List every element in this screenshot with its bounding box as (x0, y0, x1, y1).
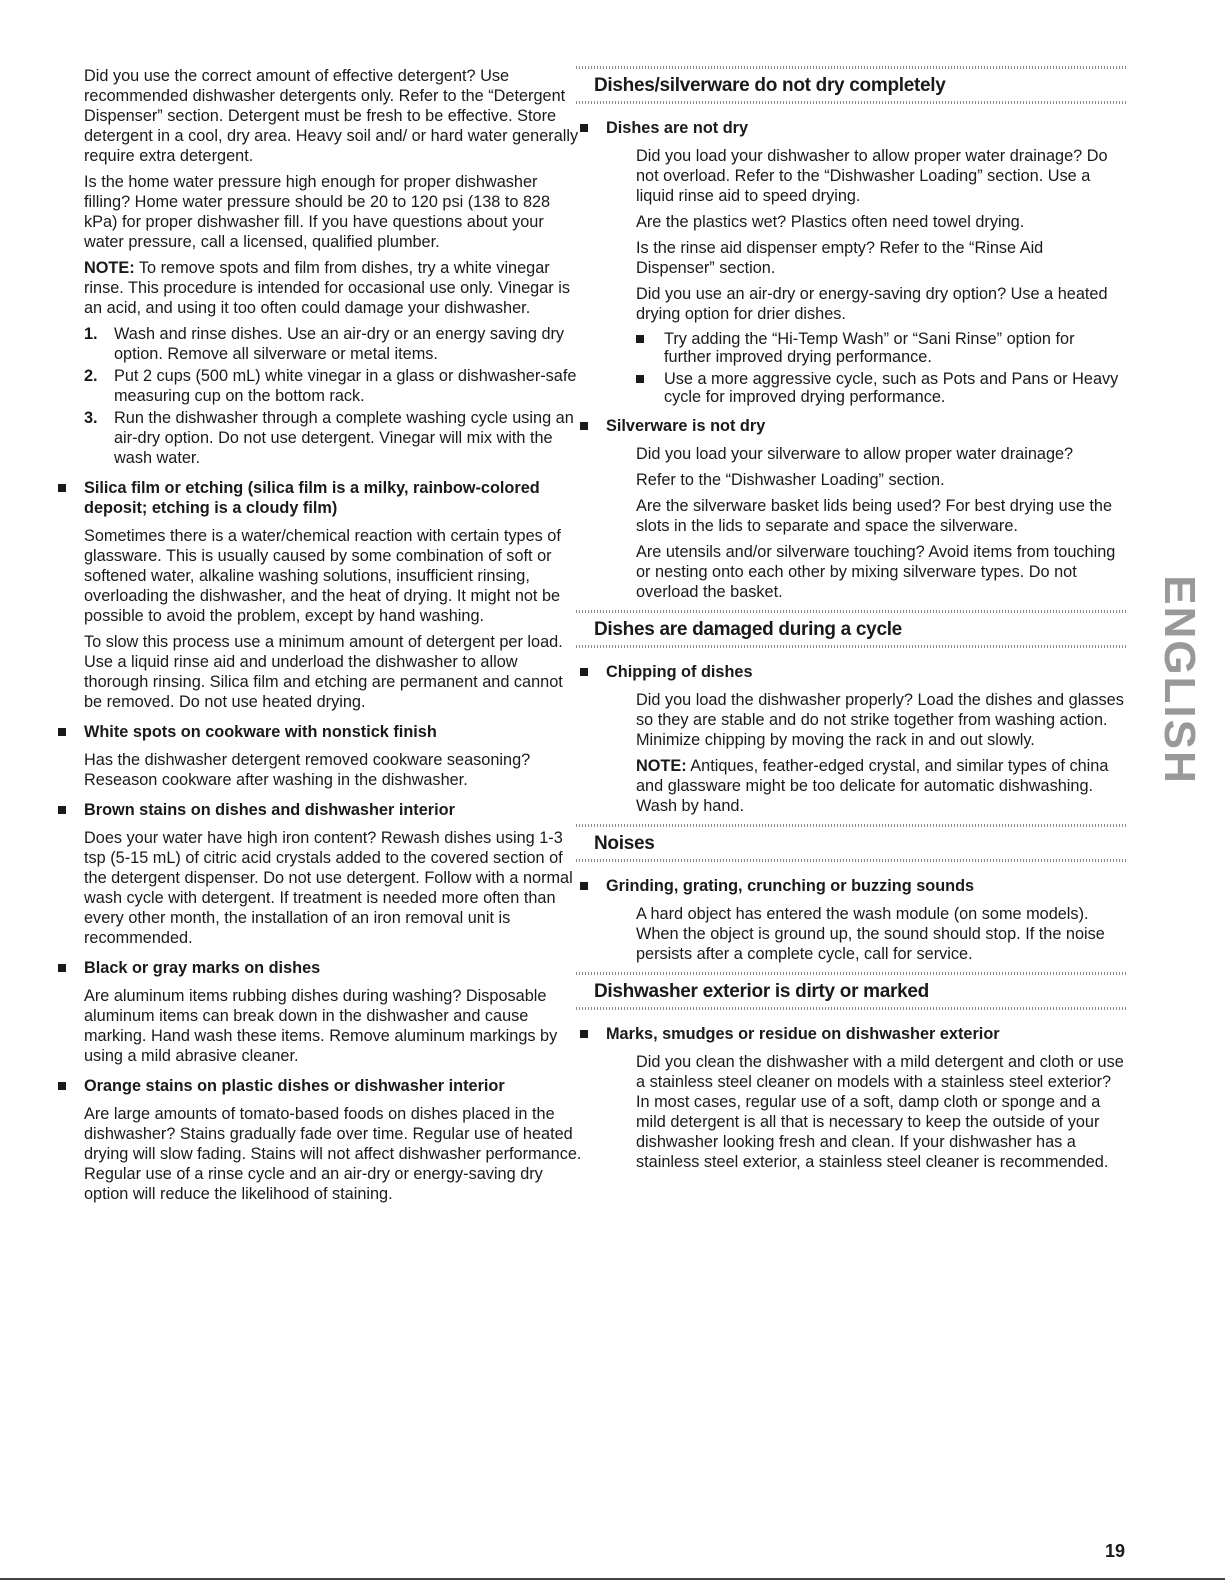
square-bullet-icon (58, 484, 66, 492)
not-dry-paragraph: Did you load your dishwasher to allow proper water drainage? Do not overload. Refer to the “Dishwasher Loading” section. Use a liquid rinse aid to speed drying. (636, 147, 1108, 205)
silverware-paragraph: Did you load your silverware to allow proper water drainage? (636, 445, 1074, 463)
step-item (84, 366, 584, 406)
white-spots-heading: White spots on cookware with nonstick finish (32, 722, 584, 742)
step-text: Put 2 cups (500 mL) white vinegar in a glass or dishwasher-safe measuring cup on the bottom rack. (114, 367, 577, 405)
silica-heading: Silica film or etching (silica film is a milky, rainbow-colored deposit; etching is a cloudy film) (32, 478, 584, 518)
orange-stains-paragraph: Are large amounts of tomato-based foods on dishes placed in the dishwasher? Stains gradually fade over time. Regular use of heated drying will slow fading. Stains will not affect dishwasher performance. Regular use of a rinse cycle and an air-dry or energy-saving dry option will reduce the likelihood of staining. (84, 1105, 582, 1203)
square-bullet-icon (580, 668, 588, 676)
language-label: ENGLISH (1155, 575, 1205, 785)
chipping-paragraph: Did you load the dishwasher properly? Load the dishes and glasses so they are stable and do not strike together from washing action. Minimize chipping by moving the rack in and out slowly. (636, 691, 1124, 749)
left-column (84, 66, 584, 1210)
vinegar-note (84, 258, 584, 318)
section-title-noises: Noises (576, 824, 1126, 862)
section-title-exterior: Dishwasher exterior is dirty or marked (576, 972, 1126, 1010)
black-marks-heading: Black or gray marks on dishes (32, 958, 584, 978)
square-bullet-icon (58, 964, 66, 972)
orange-stains-heading: Orange stains on plastic dishes or dishwasher interior (32, 1076, 584, 1096)
note-label: NOTE: (84, 259, 135, 277)
step-item (84, 324, 584, 364)
square-bullet-icon (580, 882, 588, 890)
silica-paragraph-2: To slow this process use a minimum amount of detergent per load. Use a liquid rinse aid and underload the dishwasher to allow thorough rinsing. Silica film and etching are permanent and cannot be removed. Do not use heated drying. (84, 633, 563, 711)
marks-paragraph: Did you clean the dishwasher with a mild detergent and cloth or use a stainless steel cleaner on models with a stainless steel exterior? In most cases, regular use of a soft, damp cloth or sponge and a mild detergent is all that is necessary to keep the outside of your dishwasher looking fresh and clean. If your dishwasher has a stainless steel exterior, a stainless steel cleaner is recommended. (636, 1053, 1124, 1171)
right-column (594, 66, 1126, 1178)
not-dry-body (606, 146, 1126, 406)
section-title-dry: Dishes/silverware do not dry completely (576, 66, 1126, 104)
square-bullet-icon (636, 375, 644, 383)
chipping-note (636, 756, 1126, 816)
page-number: 19 (1104, 1541, 1125, 1561)
step-text: Wash and rinse dishes. Use an air-dry or an energy saving dry option. Remove all silverware or metal items. (114, 325, 565, 363)
not-dry-paragraph: Did you use an air-dry or energy-saving dry option? Use a heated drying option for drier dishes. (636, 285, 1108, 323)
note-text: Antiques, feather-edged crystal, and similar types of china and glassware might be too delicate for automatic dishwashing. Wash by hand. (636, 757, 1109, 815)
chipping-body (606, 690, 1126, 816)
note-text: To remove spots and film from dishes, try a white vinegar rinse. This procedure is intended for occasional use only. Vinegar is an acid, and using it too often could damage your dishwasher. (84, 259, 570, 317)
grinding-body (606, 904, 1126, 964)
square-bullet-icon (58, 1082, 66, 1090)
silverware-body (606, 444, 1126, 602)
detergent-paragraph: Did you use the correct amount of effective detergent? Use recommended dishwasher detergents only. Refer to the “Detergent Dispenser” section. Detergent must be fresh to be effective. Store detergent in a cool, dry area. Heavy soil and/ or hard water generally require extra detergent. (84, 67, 579, 165)
grinding-heading: Grinding, grating, crunching or buzzing sounds (576, 876, 1126, 896)
list-item: Try adding the “Hi-Temp Wash” or “Sani Rinse” option for further improved drying performance. (636, 330, 1126, 366)
square-bullet-icon (580, 1030, 588, 1038)
step-number: 1. (84, 325, 98, 343)
silica-paragraph-1: Sometimes there is a water/chemical reaction with certain types of glassware. This is usually caused by some combination of soft or softened water, alkaline washing solutions, insufficient rinsing, overloading the dishwasher, and the heat of drying. It might not be possible to avoid the problem, except by hand washing. (84, 527, 561, 625)
silverware-heading: Silverware is not dry (576, 416, 1126, 436)
square-bullet-icon (580, 422, 588, 430)
white-spots-paragraph: Has the dishwasher detergent removed cookware seasoning? Reseason cookware after washing in the dishwasher. (84, 751, 531, 789)
silverware-paragraph: Are utensils and/or silverware touching? Avoid items from touching or nesting onto each other by mixing silverware types. Do not overload the basket. (636, 543, 1116, 601)
square-bullet-icon (58, 728, 66, 736)
silverware-paragraph: Are the silverware basket lids being used? For best drying use the slots in the lids to separate and space the silverware. (636, 497, 1113, 535)
square-bullet-icon (580, 124, 588, 132)
list-item: Use a more aggressive cycle, such as Pots and Pans or Heavy cycle for improved drying performance. (636, 370, 1126, 406)
vinegar-steps (84, 324, 584, 468)
step-item (84, 408, 584, 468)
language-side-tab (1150, 570, 1208, 790)
step-number: 3. (84, 409, 98, 427)
marks-heading: Marks, smudges or residue on dishwasher exterior (576, 1024, 1126, 1044)
chipping-heading: Chipping of dishes (576, 662, 1126, 682)
dry-tips-list (636, 330, 1126, 406)
brown-stains-heading: Brown stains on dishes and dishwasher interior (32, 800, 584, 820)
not-dry-paragraph: Is the rinse aid dispenser empty? Refer to the “Rinse Aid Dispenser” section. (636, 239, 1044, 277)
bottom-rule (0, 1578, 1225, 1580)
note-label: NOTE: (636, 757, 687, 775)
marks-body (606, 1052, 1126, 1172)
grinding-paragraph: A hard object has entered the wash module (on some models). When the object is ground up, the sound should stop. If the noise persists after a complete cycle, call for service. (636, 905, 1105, 963)
brown-stains-paragraph: Does your water have high iron content? Rewash dishes using 1-3 tsp (5-15 mL) of citric acid crystals added to the covered section of the detergent dispenser. Do not use detergent. Follow with a normal wash cycle with detergent. If treatment is needed more often than every other month, the installation of an iron removal unit is recommended. (84, 829, 573, 947)
not-dry-heading: Dishes are not dry (576, 118, 1126, 138)
square-bullet-icon (636, 335, 644, 343)
step-number: 2. (84, 367, 98, 385)
water-pressure-paragraph: Is the home water pressure high enough for proper dishwasher filling? Home water pressure should be 20 to 120 psi (138 to 828 kPa) for proper dishwasher fill. If you have questions about your water pressure, call a licensed, qualified plumber. (84, 173, 551, 251)
square-bullet-icon (58, 806, 66, 814)
step-text: Run the dishwasher through a complete washing cycle using an air-dry option. Do not use detergent. Vinegar will mix with the wash water. (114, 409, 574, 467)
silverware-paragraph: Refer to the “Dishwasher Loading” section. (636, 471, 945, 489)
not-dry-paragraph: Are the plastics wet? Plastics often need towel drying. (636, 213, 1025, 231)
black-marks-paragraph: Are aluminum items rubbing dishes during washing? Disposable aluminum items can break down in the dishwasher and cause marking. Hand wash these items. Remove aluminum markings by using a mild abrasive cleaner. (84, 987, 558, 1065)
section-title-damaged: Dishes are damaged during a cycle (576, 610, 1126, 648)
